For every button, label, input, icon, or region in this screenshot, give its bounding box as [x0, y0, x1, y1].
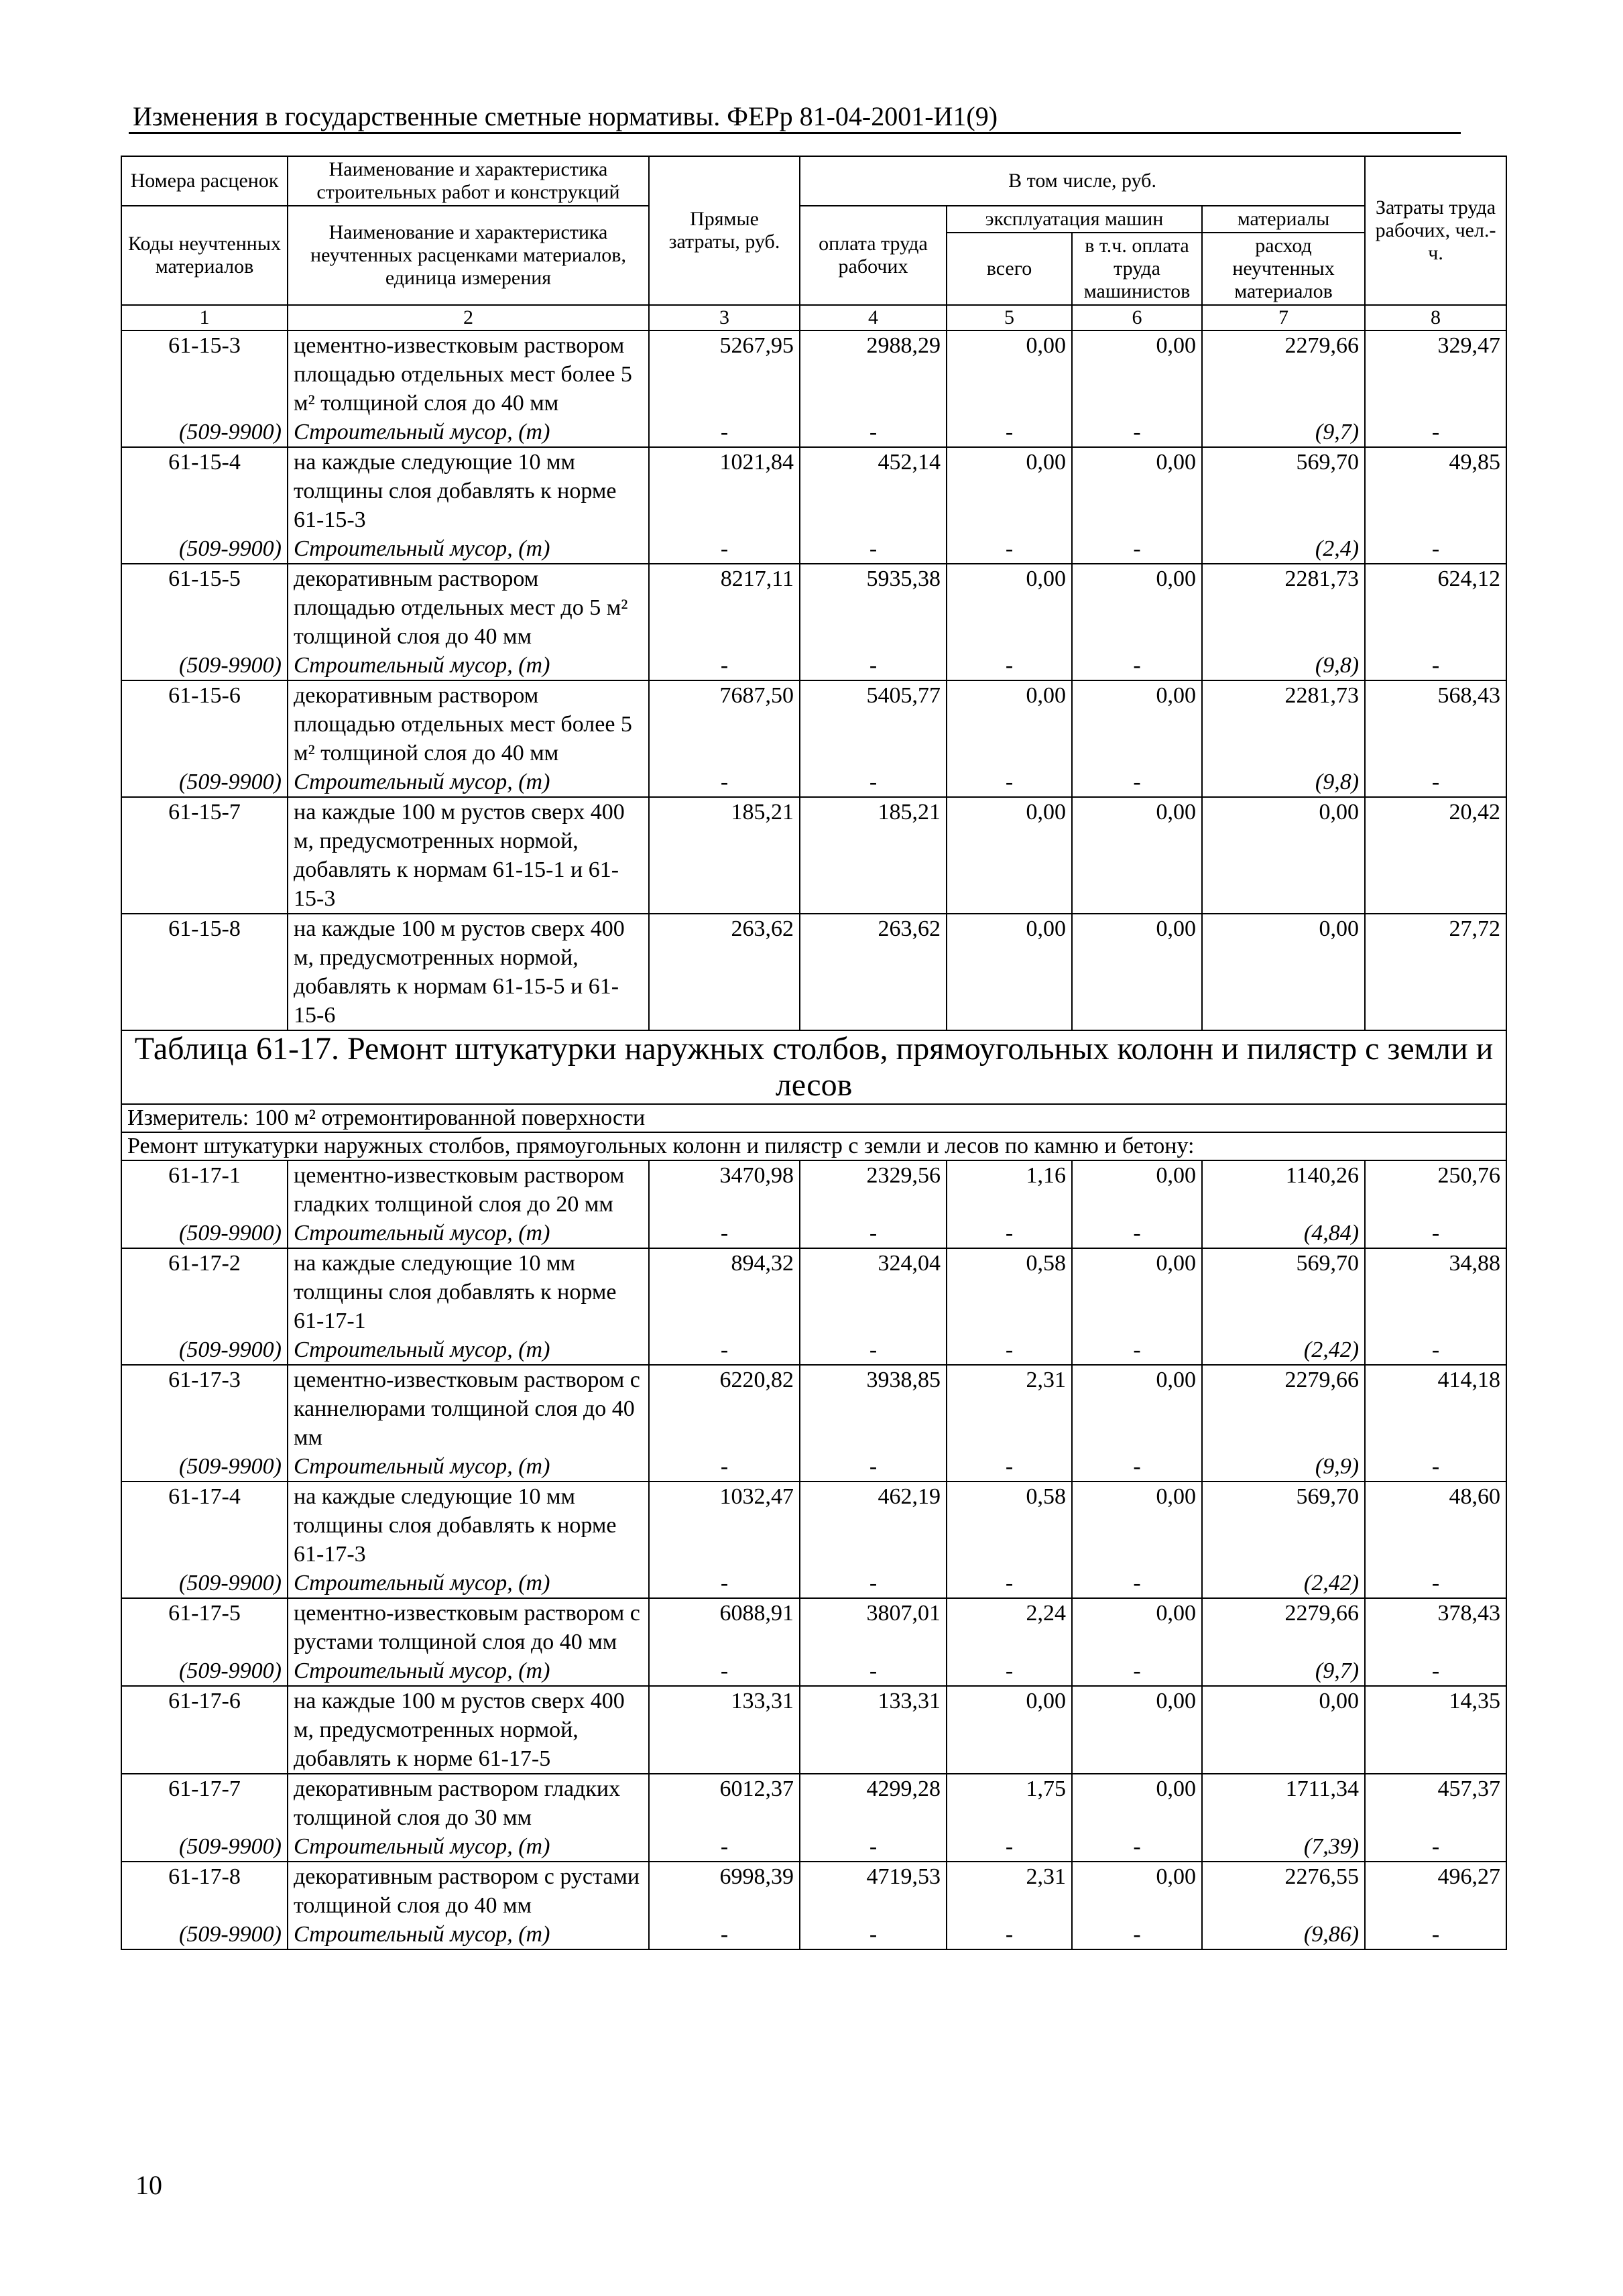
material-quantity: (7,39)	[1202, 1832, 1365, 1862]
materials-cost: 569,70	[1202, 447, 1365, 534]
material-name: Строительный мусор, (т)	[288, 1335, 649, 1365]
head-col2-top: Наименование и характеристика строительных работ и конструкций	[288, 156, 649, 206]
material-code: (509-9900)	[121, 1656, 288, 1686]
material-code: (509-9900)	[121, 418, 288, 447]
column-number: 1	[121, 305, 288, 330]
column-number: 7	[1202, 305, 1365, 330]
rate-row	[121, 330, 1506, 418]
rates-table	[121, 156, 1507, 1950]
material-code: (509-9900)	[121, 1920, 288, 1949]
material-quantity: (2,42)	[1202, 1569, 1365, 1598]
empty-dash: -	[1072, 1219, 1202, 1248]
empty-dash: -	[1365, 1832, 1506, 1862]
empty-dash: -	[1365, 1452, 1506, 1482]
rate-name: декоративным раствором с рустами толщиной слоя до 40 мм	[288, 1862, 649, 1920]
worker-wage: 3938,85	[800, 1365, 947, 1452]
material-row	[121, 1656, 1506, 1686]
machinist-wage: 0,00	[1072, 564, 1202, 651]
empty-dash: -	[649, 1920, 800, 1949]
worker-wage: 263,62	[800, 914, 947, 1030]
labor-hours: 48,60	[1365, 1482, 1506, 1569]
labor-hours: 496,27	[1365, 1862, 1506, 1920]
labor-hours: 378,43	[1365, 1598, 1506, 1656]
empty-dash: -	[649, 1569, 800, 1598]
header-rule	[129, 132, 1461, 134]
rate-row	[121, 1862, 1506, 1920]
rate-row	[121, 1598, 1506, 1656]
labor-hours: 568,43	[1365, 680, 1506, 768]
empty-dash: -	[800, 418, 947, 447]
material-name: Строительный мусор, (т)	[288, 534, 649, 564]
labor-hours: 49,85	[1365, 447, 1506, 534]
page-header-title: Изменения в государственные сметные нормативы. ФЕРр 81-04-2001-И1(9)	[133, 101, 998, 131]
rate-name: на каждые 100 м рустов сверх 400 м, предусмотренных нормой, добавлять к нормам 61-15-5 и 61-15-6	[288, 914, 649, 1030]
empty-dash: -	[649, 534, 800, 564]
material-name: Строительный мусор, (т)	[288, 1569, 649, 1598]
empty-dash: -	[800, 1219, 947, 1248]
material-row	[121, 651, 1506, 680]
material-quantity: (9,7)	[1202, 418, 1365, 447]
machines-total: 0,00	[947, 330, 1072, 418]
worker-wage: 5935,38	[800, 564, 947, 651]
materials-cost: 2279,66	[1202, 330, 1365, 418]
materials-cost: 1140,26	[1202, 1160, 1365, 1219]
rate-name: декоративным раствором площадью отдельных мест более 5 м² толщиной слоя до 40 мм	[288, 680, 649, 768]
empty-dash: -	[1072, 1920, 1202, 1949]
head-col4: оплата труда рабочих	[800, 206, 947, 305]
material-row	[121, 1569, 1506, 1598]
group2-rows	[121, 1160, 1506, 1949]
rate-name: на каждые 100 м рустов сверх 400 м, предусмотренных нормой, добавлять к норме 61-17-5	[288, 1686, 649, 1774]
rate-row	[121, 914, 1506, 1030]
empty-dash: -	[947, 1832, 1072, 1862]
materials-cost: 569,70	[1202, 1248, 1365, 1335]
empty-dash: -	[947, 651, 1072, 680]
direct-costs: 894,32	[649, 1248, 800, 1335]
empty-dash: -	[947, 1920, 1072, 1949]
material-code: (509-9900)	[121, 1219, 288, 1248]
machinist-wage: 0,00	[1072, 797, 1202, 914]
rate-name: на каждые следующие 10 мм толщины слоя добавлять к норме 61-17-1	[288, 1248, 649, 1335]
empty-dash: -	[800, 1569, 947, 1598]
empty-dash: -	[800, 768, 947, 797]
direct-costs: 263,62	[649, 914, 800, 1030]
material-row	[121, 768, 1506, 797]
labor-hours: 329,47	[1365, 330, 1506, 418]
materials-cost: 569,70	[1202, 1482, 1365, 1569]
machinist-wage: 0,00	[1072, 330, 1202, 418]
empty-dash: -	[1072, 1832, 1202, 1862]
rate-code: 61-15-7	[121, 797, 288, 914]
rate-name: на каждые следующие 10 мм толщины слоя добавлять к норме 61-15-3	[288, 447, 649, 534]
machines-total: 1,16	[947, 1160, 1072, 1219]
empty-dash: -	[800, 1920, 947, 1949]
rate-code: 61-17-5	[121, 1598, 288, 1656]
rate-code: 61-15-5	[121, 564, 288, 651]
empty-dash: -	[800, 1656, 947, 1686]
material-quantity: (9,8)	[1202, 768, 1365, 797]
empty-dash: -	[947, 1335, 1072, 1365]
rate-name: цементно-известковым раствором с рустами толщиной слоя до 40 мм	[288, 1598, 649, 1656]
empty-dash: -	[800, 534, 947, 564]
rate-row	[121, 1774, 1506, 1832]
head-in-that-number: В том числе, руб.	[800, 156, 1365, 206]
machines-total: 0,58	[947, 1248, 1072, 1335]
rate-code: 61-17-6	[121, 1686, 288, 1774]
direct-costs: 133,31	[649, 1686, 800, 1774]
material-code: (509-9900)	[121, 1452, 288, 1482]
materials-cost: 2281,73	[1202, 564, 1365, 651]
empty-dash: -	[1072, 651, 1202, 680]
empty-dash: -	[947, 1656, 1072, 1686]
empty-dash: -	[947, 1219, 1072, 1248]
machines-total: 2,31	[947, 1862, 1072, 1920]
machinist-wage: 0,00	[1072, 1686, 1202, 1774]
direct-costs: 6220,82	[649, 1365, 800, 1452]
worker-wage: 462,19	[800, 1482, 947, 1569]
material-name: Строительный мусор, (т)	[288, 1920, 649, 1949]
empty-dash: -	[1072, 534, 1202, 564]
rate-row	[121, 564, 1506, 651]
empty-dash: -	[1365, 768, 1506, 797]
material-name: Строительный мусор, (т)	[288, 1219, 649, 1248]
material-quantity: (2,42)	[1202, 1335, 1365, 1365]
material-code: (509-9900)	[121, 1335, 288, 1365]
machinist-wage: 0,00	[1072, 1160, 1202, 1219]
rate-code: 61-17-8	[121, 1862, 288, 1920]
head-machines: эксплуатация машин	[947, 206, 1202, 233]
rate-name: цементно-известковым раствором с каннелюрами толщиной слоя до 40 мм	[288, 1365, 649, 1452]
column-number: 5	[947, 305, 1072, 330]
worker-wage: 5405,77	[800, 680, 947, 768]
rate-row	[121, 797, 1506, 914]
machinist-wage: 0,00	[1072, 447, 1202, 534]
empty-dash: -	[1072, 1656, 1202, 1686]
empty-dash: -	[649, 1219, 800, 1248]
worker-wage: 4299,28	[800, 1774, 947, 1832]
material-row	[121, 534, 1506, 564]
direct-costs: 7687,50	[649, 680, 800, 768]
material-name: Строительный мусор, (т)	[288, 1656, 649, 1686]
material-name: Строительный мусор, (т)	[288, 1832, 649, 1862]
worker-wage: 185,21	[800, 797, 947, 914]
material-quantity: (4,84)	[1202, 1219, 1365, 1248]
materials-cost: 0,00	[1202, 797, 1365, 914]
materials-cost: 2281,73	[1202, 680, 1365, 768]
worker-wage: 133,31	[800, 1686, 947, 1774]
head-col8: Затраты труда рабочих, чел.-ч.	[1365, 156, 1506, 305]
empty-dash: -	[800, 1452, 947, 1482]
worker-wage: 3807,01	[800, 1598, 947, 1656]
machines-total: 0,58	[947, 1482, 1072, 1569]
machines-total: 0,00	[947, 1686, 1072, 1774]
material-quantity: (9,86)	[1202, 1920, 1365, 1949]
head-col5: всего	[947, 233, 1072, 305]
rate-row	[121, 680, 1506, 768]
materials-cost: 0,00	[1202, 914, 1365, 1030]
empty-dash: -	[800, 1832, 947, 1862]
empty-dash: -	[649, 1452, 800, 1482]
worker-wage: 2329,56	[800, 1160, 947, 1219]
machines-total: 0,00	[947, 447, 1072, 534]
empty-dash: -	[649, 1656, 800, 1686]
empty-dash: -	[1072, 1335, 1202, 1365]
table-title: Таблица 61-17. Ремонт штукатурки наружных столбов, прямоугольных колонн и пилястр с земли и лесов	[121, 1030, 1506, 1104]
machinist-wage: 0,00	[1072, 1862, 1202, 1920]
direct-costs: 6088,91	[649, 1598, 800, 1656]
rate-row	[121, 447, 1506, 534]
direct-costs: 8217,11	[649, 564, 800, 651]
empty-dash: -	[1072, 768, 1202, 797]
column-number: 8	[1365, 305, 1506, 330]
material-quantity: (9,7)	[1202, 1656, 1365, 1686]
machines-total: 2,31	[947, 1365, 1072, 1452]
material-row	[121, 1832, 1506, 1862]
labor-hours: 414,18	[1365, 1365, 1506, 1452]
materials-cost: 2279,66	[1202, 1365, 1365, 1452]
direct-costs: 3470,98	[649, 1160, 800, 1219]
material-code: (509-9900)	[121, 1832, 288, 1862]
empty-dash: -	[649, 418, 800, 447]
material-row	[121, 1335, 1506, 1365]
labor-hours: 34,88	[1365, 1248, 1506, 1335]
machinist-wage: 0,00	[1072, 680, 1202, 768]
head-col1-bottom: Коды неучтенных материалов	[121, 206, 288, 305]
rate-name: цементно-известковым раствором площадью отдельных мест более 5 м² толщиной слоя до 40 мм	[288, 330, 649, 418]
machinist-wage: 0,00	[1072, 1248, 1202, 1335]
labor-hours: 27,72	[1365, 914, 1506, 1030]
material-name: Строительный мусор, (т)	[288, 651, 649, 680]
machinist-wage: 0,00	[1072, 914, 1202, 1030]
empty-dash: -	[649, 768, 800, 797]
material-row	[121, 1452, 1506, 1482]
column-number: 4	[800, 305, 947, 330]
column-numbers-row	[121, 305, 1506, 330]
machinist-wage: 0,00	[1072, 1598, 1202, 1656]
material-row	[121, 1219, 1506, 1248]
empty-dash: -	[649, 1832, 800, 1862]
empty-dash: -	[1365, 1569, 1506, 1598]
empty-dash: -	[1365, 1335, 1506, 1365]
head-col2-bottom: Наименование и характеристика неучтенных расценками материалов, единица измерения	[288, 206, 649, 305]
materials-cost: 0,00	[1202, 1686, 1365, 1774]
empty-dash: -	[1365, 1219, 1506, 1248]
group1-rows	[121, 330, 1506, 1030]
material-quantity: (9,8)	[1202, 651, 1365, 680]
rate-row	[121, 1686, 1506, 1774]
material-name: Строительный мусор, (т)	[288, 418, 649, 447]
material-code: (509-9900)	[121, 768, 288, 797]
table-head	[121, 156, 1506, 330]
rate-name: декоративным раствором площадью отдельных мест до 5 м² толщиной слоя до 40 мм	[288, 564, 649, 651]
column-number: 2	[288, 305, 649, 330]
material-code: (509-9900)	[121, 651, 288, 680]
rate-code: 61-15-8	[121, 914, 288, 1030]
empty-dash: -	[1365, 534, 1506, 564]
material-row	[121, 418, 1506, 447]
rate-code: 61-15-6	[121, 680, 288, 768]
worker-wage: 2988,29	[800, 330, 947, 418]
empty-dash: -	[1365, 651, 1506, 680]
empty-dash: -	[800, 1335, 947, 1365]
rate-name: цементно-известковым раствором гладких толщиной слоя до 20 мм	[288, 1160, 649, 1219]
empty-dash: -	[1365, 1920, 1506, 1949]
machinist-wage: 0,00	[1072, 1365, 1202, 1452]
empty-dash: -	[947, 534, 1072, 564]
empty-dash: -	[947, 768, 1072, 797]
machines-total: 0,00	[947, 680, 1072, 768]
empty-dash: -	[947, 418, 1072, 447]
rate-row	[121, 1248, 1506, 1335]
empty-dash: -	[1365, 1656, 1506, 1686]
empty-dash: -	[1072, 1569, 1202, 1598]
material-code: (509-9900)	[121, 1569, 288, 1598]
material-quantity: (2,4)	[1202, 534, 1365, 564]
labor-hours: 457,37	[1365, 1774, 1506, 1832]
worker-wage: 452,14	[800, 447, 947, 534]
labor-hours: 250,76	[1365, 1160, 1506, 1219]
direct-costs: 185,21	[649, 797, 800, 914]
head-col6: в т.ч. оплата труда машинистов	[1072, 233, 1202, 305]
direct-costs: 6012,37	[649, 1774, 800, 1832]
empty-dash: -	[947, 1452, 1072, 1482]
worker-wage: 324,04	[800, 1248, 947, 1335]
head-col3: Прямые затраты, руб.	[649, 156, 800, 305]
rate-name: декоративным раствором гладких толщиной слоя до 30 мм	[288, 1774, 649, 1832]
material-quantity: (9,9)	[1202, 1452, 1365, 1482]
material-code: (509-9900)	[121, 534, 288, 564]
column-number: 3	[649, 305, 800, 330]
table-61-17-heading	[121, 1030, 1506, 1160]
machinist-wage: 0,00	[1072, 1482, 1202, 1569]
materials-cost: 2279,66	[1202, 1598, 1365, 1656]
rate-code: 61-17-4	[121, 1482, 288, 1569]
machines-total: 2,24	[947, 1598, 1072, 1656]
labor-hours: 20,42	[1365, 797, 1506, 914]
empty-dash: -	[1072, 418, 1202, 447]
section-line: Ремонт штукатурки наружных столбов, прямоугольных колонн и пилястр с земли и лесов по камню и бетону:	[121, 1132, 1506, 1160]
empty-dash: -	[947, 1569, 1072, 1598]
rate-name: на каждые 100 м рустов сверх 400 м, предусмотренных нормой, добавлять к нормам 61-15-1 и 61-15-3	[288, 797, 649, 914]
direct-costs: 5267,95	[649, 330, 800, 418]
meter-line: Измеритель: 100 м² отремонтированной поверхности	[121, 1104, 1506, 1132]
rate-row	[121, 1365, 1506, 1452]
page-number: 10	[135, 2170, 162, 2200]
materials-cost: 2276,55	[1202, 1862, 1365, 1920]
machinist-wage: 0,00	[1072, 1774, 1202, 1832]
head-col7: расход неучтенных материалов	[1202, 233, 1365, 305]
empty-dash: -	[1365, 418, 1506, 447]
head-col1-top: Номера расценок	[121, 156, 288, 206]
machines-total: 0,00	[947, 564, 1072, 651]
machines-total: 1,75	[947, 1774, 1072, 1832]
column-number: 6	[1072, 305, 1202, 330]
materials-cost: 1711,34	[1202, 1774, 1365, 1832]
rate-row	[121, 1482, 1506, 1569]
rate-row	[121, 1160, 1506, 1219]
material-row	[121, 1920, 1506, 1949]
direct-costs: 6998,39	[649, 1862, 800, 1920]
machines-total: 0,00	[947, 797, 1072, 914]
rate-code: 61-15-4	[121, 447, 288, 534]
rate-code: 61-15-3	[121, 330, 288, 418]
empty-dash: -	[1072, 1452, 1202, 1482]
rate-code: 61-17-2	[121, 1248, 288, 1335]
direct-costs: 1021,84	[649, 447, 800, 534]
rate-name: на каждые следующие 10 мм толщины слоя добавлять к норме 61-17-3	[288, 1482, 649, 1569]
direct-costs: 1032,47	[649, 1482, 800, 1569]
rate-code: 61-17-3	[121, 1365, 288, 1452]
rate-code: 61-17-1	[121, 1160, 288, 1219]
worker-wage: 4719,53	[800, 1862, 947, 1920]
rate-code: 61-17-7	[121, 1774, 288, 1832]
labor-hours: 624,12	[1365, 564, 1506, 651]
machines-total: 0,00	[947, 914, 1072, 1030]
empty-dash: -	[800, 651, 947, 680]
material-name: Строительный мусор, (т)	[288, 1452, 649, 1482]
empty-dash: -	[649, 651, 800, 680]
material-name: Строительный мусор, (т)	[288, 768, 649, 797]
labor-hours: 14,35	[1365, 1686, 1506, 1774]
empty-dash: -	[649, 1335, 800, 1365]
head-materials: материалы	[1202, 206, 1365, 233]
